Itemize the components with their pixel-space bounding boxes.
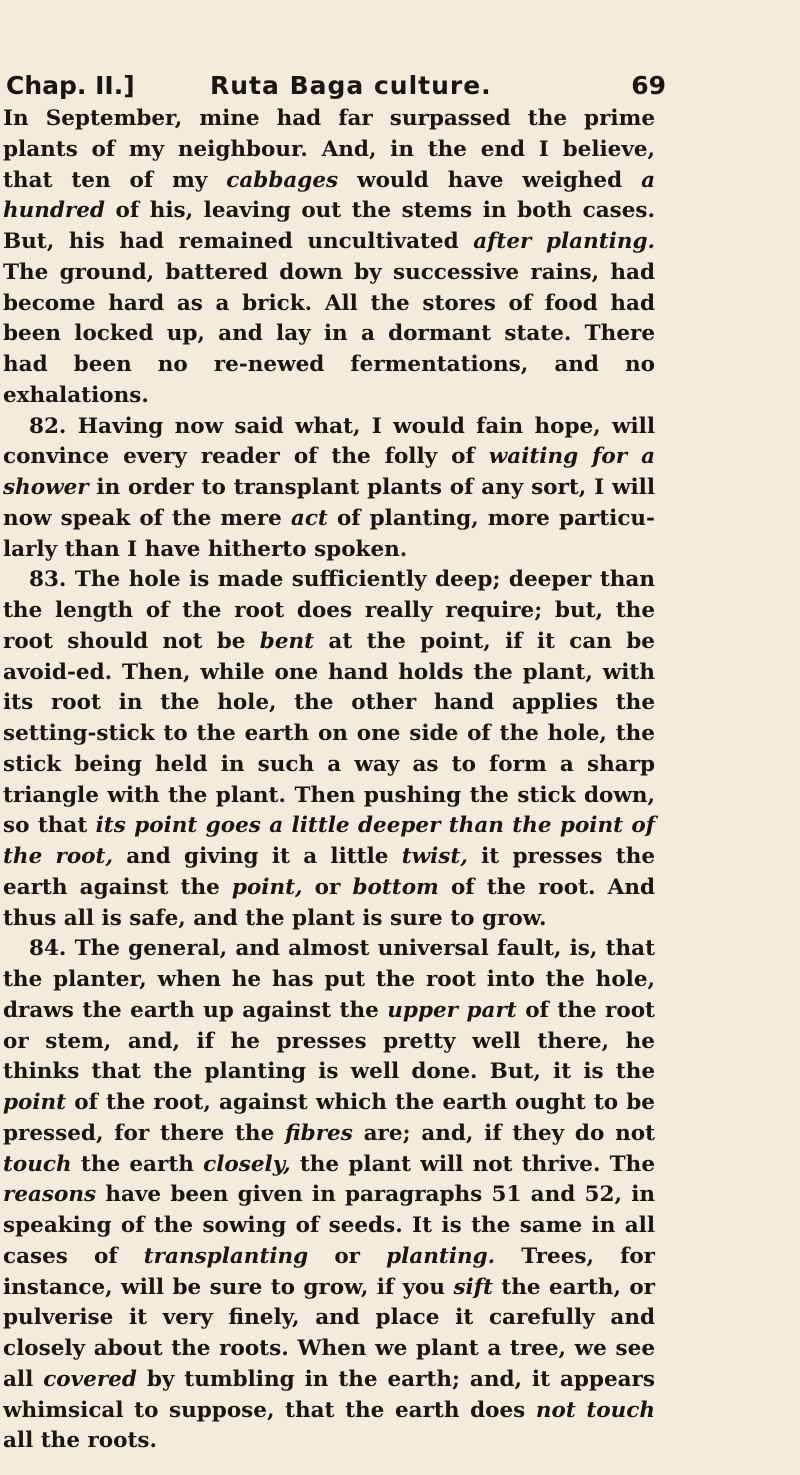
text-segment: of his, leaving out the stems in both cases. But, his had remained uncultivated [3,198,655,254]
text-segment: of the root, against which the earth ought to be pressed, for there the [3,1090,655,1146]
text-segment: in order to transplant plants of any sort, I will now speak of the mere [3,475,655,531]
text-segment: the plant will not thrive. The [290,1151,655,1177]
paragraph-82 [3,412,655,566]
italic-text-segment: twist, [401,844,468,869]
paragraph-83 [3,565,655,934]
text-segment: have been given in paragraphs 51 and 52, in speaking of the sowing of seeds. It is the same in all cases of [3,1182,655,1269]
text-segment: all the roots. [3,1428,158,1454]
italic-text-segment: sift [453,1274,493,1300]
italic-text-segment: touch [3,1151,72,1177]
italic-text-segment: reasons [3,1182,97,1208]
text-segment: would have weighed [338,167,642,193]
text-segment: Trees, for instance, will be sure to grow, if you [3,1243,656,1300]
italic-text-segment: point [3,1090,67,1115]
text-segment: 84. The general, and almost universal fault, is, that the planter, when he has put the root into the hole, draws the earth up against the [3,936,655,1023]
text-segment: by tumbling in the earth; and, it appears whimsical to suppose, that the earth does [3,1366,655,1423]
text-segment: of the root. And thus all is safe, and the plant is sure to grow. [3,874,656,931]
body-text [3,104,655,1457]
italic-text-segment: transplanting [143,1243,309,1269]
page-number: 69 [631,71,666,100]
italic-text-segment: bent [259,628,315,654]
italic-text-segment: its point goes a little deeper than the point of the root, [3,813,656,869]
text-segment: are; and, if they do not [352,1120,655,1146]
italic-text-segment: not touch [535,1397,656,1423]
italic-text-segment: upper part [387,997,517,1023]
paragraph-84 [3,934,655,1457]
text-segment: In September, mine had far surpassed the prime plants of my neighbour. And, in the end I believe, that ten of my [3,106,655,193]
paragraph-continuation [3,104,655,412]
text-segment: 83. The hole is made sufficiently deep; deeper than the length of the root does really require; but, the root should not be [3,567,655,654]
text-segment: and giving it a little [112,844,402,869]
running-head [6,66,666,106]
italic-text-segment: covered [43,1366,137,1392]
text-segment: it presses the earth against the [3,844,656,900]
italic-text-segment: cabbages [226,167,339,193]
text-segment: the earth, or pulverise it very finely, and place it carefully and closely about the roots. When we plant a tree, we see all [3,1274,655,1392]
chapter-label: Chap. II.] [6,71,135,100]
italic-text-segment: closely, [203,1151,291,1177]
text-segment: at the point, if it can be avoid-ed. Then, while one hand holds the plant, with its root in the hole, the other hand applies the setting-stick to the earth on one side of the hole, the stick being held in such a way as to form a sharp triangle with the plant. Then pushing the stick down, so that [3,628,655,839]
text-segment: of planting, more particu-larly than I have hitherto spoken. [3,505,655,562]
text-segment: of the root or stem, and, if he presses pretty well there, he thinks that the planting is well done. But, it is the [3,997,655,1085]
italic-text-segment: point, [231,874,303,900]
italic-text-segment: bottom [352,874,439,900]
italic-text-segment: waiting for a shower [3,444,656,500]
text-segment: or [308,1243,387,1269]
italic-text-segment: act [290,505,328,531]
italic-text-segment: after planting. [473,229,655,254]
text-segment: or [302,874,353,900]
text-segment: The ground, battered down by successive rains, had become hard as a brick. All the stores of food had been locked up, and lay in a dormant state. There had been no re-newed fermentations, and no exhalations. [3,259,655,408]
italic-text-segment: a hundred [3,167,655,224]
running-title: Ruta Baga culture. [210,71,492,100]
text-segment: 82. Having now said what, I would fain hope, will convince every reader of the folly of [3,413,655,470]
italic-text-segment: fibres [285,1120,353,1146]
italic-text-segment: planting. [386,1243,496,1269]
text-segment: the earth [71,1151,204,1177]
